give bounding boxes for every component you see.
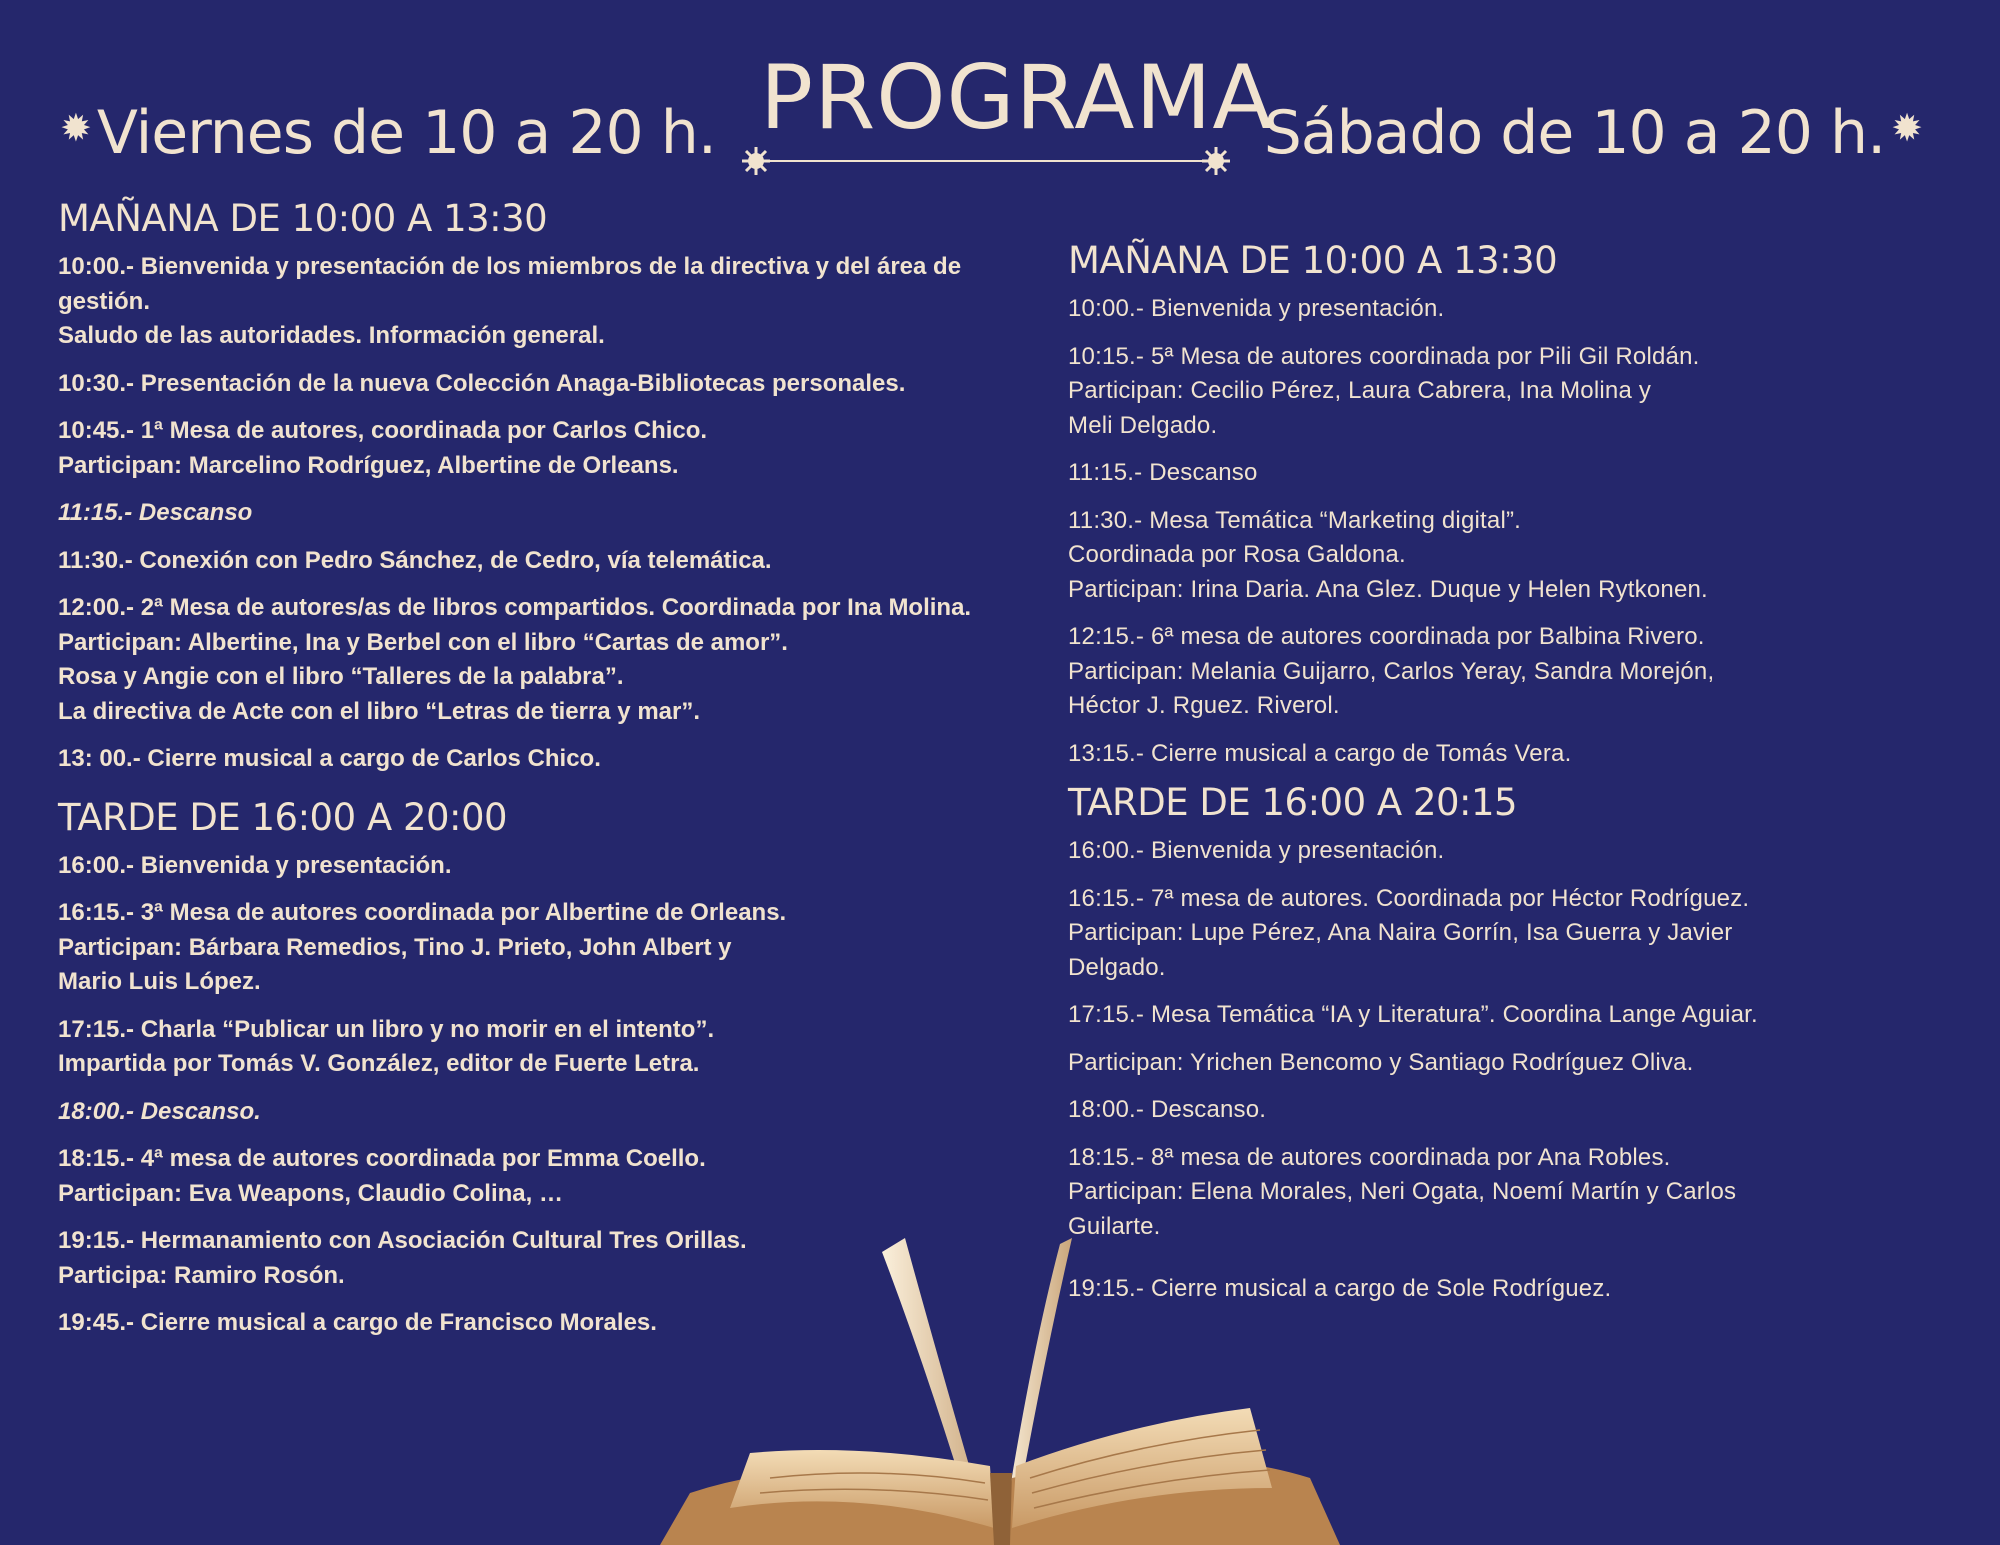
schedule-item: 11:30.- Conexión con Pedro Sánchez, de Cedro, vía telemática. [58,546,772,574]
schedule-item: 17:15.- Charla “Publicar un libro y no morir en el intento”. Impartida por Tomás V. González, editor de Fuerte Letra. [58,1015,715,1077]
schedule-item: 10:00.- Bienvenida y presentación. [1068,295,1445,322]
schedule-item: 19:15.- Cierre musical a cargo de Sole Rodríguez. [1068,1275,1612,1302]
schedule-item-break: 11:15.- Descanso [1068,459,1258,486]
schedule-item: 18:15.- 8ª mesa de autores coordinada por Ana Robles. Participan: Elena Morales, Neri Ogata, Noemí Martín y Carlos Guilarte. [1068,1143,1737,1240]
schedule-item: 10:15.- 5ª Mesa de autores coordinada por Pili Gil Roldán. Participan: Cecilio Pérez, Laura Cabrera, Ina Molina y Meli Delgado. [1068,342,1700,439]
title-divider [742,146,1230,176]
flower-star-icon: ✹ [1891,106,1922,150]
schedule-item: 12:00.- 2ª Mesa de autores/as de libros compartidos. Coordinada por Ina Molina. Participan: Albertine, Ina y Berbel con el libro “Cartas de amor”. Rosa y Angie con el libro “Talleres de la palabra”. La directiva de Acte con el libro “Letras de tierra y mar”. [58,594,972,725]
schedule-item: 13: 00.- Cierre musical a cargo de Carlos Chico. [58,745,601,772]
schedule-item: 10:00.- Bienvenida y presentación de los miembros de la directiva y del área de gestión. Saludo de las autoridades. Información general. [58,253,962,349]
flower-star-icon [742,147,770,175]
schedule-item: 13:15.- Cierre musical a cargo de Tomás Vera. [1068,739,1572,767]
schedule-item: 10:30.- Presentación de la nueva Colección Anaga-Bibliotecas personales. [58,369,906,397]
friday-morning-title: MAÑANA DE 10:00 A 13:30 [58,197,548,240]
schedule-item: 16:00.- Bienvenida y presentación. [58,851,452,879]
friday-afternoon-title: TARDE DE 16:00 A 20:00 [58,795,508,839]
saturday-morning-title: MAÑANA DE 10:00 A 13:30 [1068,239,1558,282]
saturday-heading [1264,88,1922,173]
saturday-afternoon-title: TARDE DE 16:00 A 20:15 [1068,781,1518,824]
schedule-item: 17:15.- Mesa Temática “IA y Literatura”. Coordina Lange Aguiar. [1068,1001,1758,1028]
schedule-item: 16:00.- Bienvenida y presentación. [1068,837,1445,864]
schedule-item: 12:15.- 6ª mesa de autores coordinada por Balbina Rivero. Participan: Melania Guijarro, Carlos Yeray, Sandra Morejón, Héctor J. Rguez. Riverol. [1068,623,1715,719]
schedule-item: 16:15.- 7ª mesa de autores. Coordinada por Héctor Rodríguez. Participan: Lupe Pérez, Ana Naira Gorrín, Isa Guerra y Javier Delgado. [1068,884,1750,981]
schedule-item-break: 18:00.- Descanso. [58,1097,261,1125]
flower-star-icon: ✹ [60,106,91,150]
schedule-item: 11:30.- Mesa Temática “Marketing digital”. Coordinada por Rosa Galdona. Participan: Irina Daria. Ana Glez. Duque y Helen Rytkonen. [1068,506,1708,603]
schedule-item-break: 11:15.- Descanso [58,499,253,526]
friday-column [58,196,978,1354]
schedule-item: 19:15.- Hermanamiento con Asociación Cultural Tres Orillas. Participa: Ramiro Rosón. [58,1227,747,1289]
schedule-item: 10:45.- 1ª Mesa de autores, coordinada por Carlos Chico. Participan: Marcelino Rodríguez, Albertine de Orleans. [58,417,708,479]
schedule-item: Participan: Yrichen Bencomo y Santiago Rodríguez Oliva. [1068,1048,1694,1076]
friday-heading-text: Viernes de 10 a 20 h. [96,98,716,168]
saturday-column [1068,238,1948,1320]
open-book-icon [660,1238,1340,1545]
flower-star-icon [1202,147,1230,175]
schedule-item-break: 18:00.- Descanso. [1068,1096,1267,1123]
schedule-item: 18:15.- 4ª mesa de autores coordinada por Emma Coello. Participan: Eva Weapons, Claudio Colina, … [58,1145,706,1207]
schedule-item: 16:15.- 3ª Mesa de autores coordinada por Albertine de Orleans. Participan: Bárbara Remedios, Tino J. Prieto, John Albert y Mario Luis López. [58,899,787,995]
page-title: PROGRAMA [760,46,1274,149]
schedule-item: 19:45.- Cierre musical a cargo de Francisco Morales. [58,1309,657,1336]
friday-heading [60,88,716,173]
saturday-heading-text: Sábado de 10 a 20 h. [1263,98,1886,168]
